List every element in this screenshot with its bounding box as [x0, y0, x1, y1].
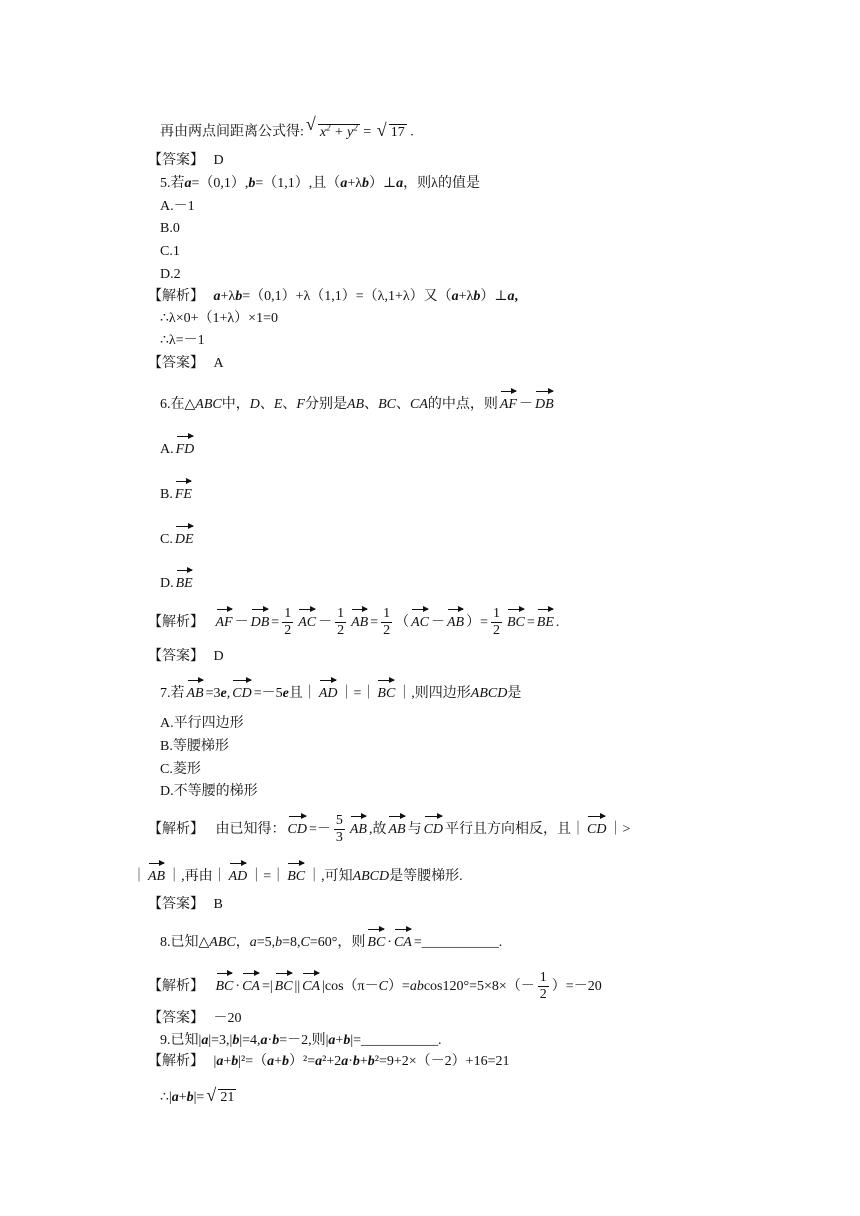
text: ）²= [289, 1054, 316, 1069]
text: =8, [282, 935, 301, 950]
vector-e: e [220, 686, 227, 701]
text: F [296, 397, 305, 412]
text: · [235, 979, 241, 994]
text: | [213, 1054, 217, 1069]
text: BC [378, 397, 396, 412]
text: A. [160, 442, 174, 457]
vector-a: a [315, 1054, 323, 1069]
text: 是 [507, 686, 522, 701]
text: 的中点，则 [427, 397, 498, 412]
explanation-label: 【解析】 [148, 1054, 204, 1069]
answer-label: 【答案】 [148, 356, 204, 371]
vector-a: a [267, 1054, 275, 1069]
option-d: D.2 [160, 267, 181, 282]
text: ∴| [160, 1090, 172, 1105]
text: ²+2 [322, 1054, 342, 1069]
answer-5 [148, 354, 224, 374]
text: 9.已知| [160, 1033, 202, 1048]
vector-a: a [260, 1033, 268, 1048]
explanation-8 [148, 970, 602, 1003]
text: E [273, 397, 283, 412]
vector-a: a [184, 176, 192, 191]
text: · [348, 1054, 353, 1069]
vector-ab: AB [447, 606, 464, 633]
denominator: 2 [383, 623, 391, 639]
text: =___________. [413, 935, 503, 950]
denominator: 2 [539, 987, 547, 1003]
vector-a: a [341, 1054, 349, 1069]
text: =（0,1）, [191, 176, 249, 191]
answer-label: 【答案】 [148, 1011, 204, 1026]
text: ,故 [368, 822, 387, 837]
text: － [518, 397, 533, 412]
vector-b: b [272, 1033, 280, 1048]
text: ， [235, 935, 250, 950]
vector-a: a [201, 1033, 209, 1048]
text: +λ [458, 289, 474, 304]
text: － [234, 615, 249, 630]
text: （ [395, 615, 410, 630]
vector-bc: BC [287, 860, 305, 887]
text: 是等腰梯形. [389, 869, 463, 884]
text: = [370, 615, 379, 630]
vector-b: b [235, 289, 243, 304]
result-9 [160, 1085, 236, 1108]
text: 分别是 [304, 397, 347, 412]
text: ）⊥ [480, 289, 508, 304]
vector-a: a [507, 289, 515, 304]
fraction-five-thirds [334, 813, 345, 846]
vector-bc: BC [275, 970, 293, 997]
vector-db: DB [535, 388, 554, 415]
text: =（1,1）,且（ [255, 176, 341, 191]
text: 、 [259, 397, 274, 412]
text: ｜ [132, 869, 146, 884]
vector-bc: BC [377, 677, 395, 704]
distance-formula-line [160, 114, 414, 143]
vector-ca: CA [242, 970, 260, 997]
answer-label: 【答案】 [148, 153, 204, 168]
vector-ac: AC [411, 606, 429, 633]
text: || [294, 979, 301, 994]
text: = [526, 615, 535, 630]
text: + [223, 1054, 232, 1069]
text: ab [409, 979, 424, 994]
vector-ab: AB [351, 606, 368, 633]
text: |²=（ [238, 1054, 268, 1069]
numerator: 1 [383, 606, 391, 622]
text: C. [160, 532, 173, 547]
vector-a: a [451, 289, 459, 304]
numerator: 1 [337, 606, 345, 622]
vector-ac: AC [298, 606, 316, 633]
text: ）= [466, 615, 488, 630]
text: =（0,1）+λ（1,1）=（λ,1+λ）又（ [242, 289, 452, 304]
option-b [160, 478, 194, 505]
explanation-label: 【解析】 [148, 979, 204, 994]
text: CA [409, 397, 428, 412]
vector-ad: AD [229, 860, 248, 887]
question-8-stem [160, 926, 502, 953]
vector-bc: BC [367, 926, 385, 953]
answer-value: D [213, 649, 224, 664]
vector-a: a [171, 1090, 179, 1105]
option-c: C.1 [160, 244, 180, 259]
text: + [359, 1054, 368, 1069]
text: 6.在△ [160, 397, 196, 412]
question-9-stem [160, 1031, 442, 1051]
explanation-label: 【解析】 [148, 289, 204, 304]
text: 、 [364, 397, 379, 412]
answer-value: －20 [213, 1011, 242, 1026]
explanation-6 [148, 606, 559, 639]
vector-ca: CA [302, 970, 320, 997]
text: 、 [395, 397, 410, 412]
step-1: ∴λ×0+（1+λ）×1=0 [160, 311, 278, 326]
fraction-half [335, 606, 346, 639]
text: ｜,可知 [307, 869, 353, 884]
option-a: A.平行四边形 [160, 716, 244, 731]
vector-a: a [340, 176, 348, 191]
vector-b: b [248, 176, 256, 191]
vector-de: DE [175, 523, 194, 550]
text: =| [261, 979, 273, 994]
text: － [430, 615, 445, 630]
vector-be: BE [537, 606, 554, 633]
explanation-label: 【解析】 [148, 822, 204, 837]
text: ABC [209, 935, 236, 950]
period: . [410, 124, 414, 140]
option-a [160, 433, 196, 460]
denominator: 2 [337, 623, 345, 639]
step-2: ∴λ=－1 [160, 333, 205, 348]
text: 中， [221, 397, 250, 412]
option-c [160, 523, 196, 550]
text: ｜> [608, 822, 631, 837]
vector-a: a [328, 1033, 336, 1048]
text: ）= [387, 979, 410, 994]
vector-a: a [216, 1054, 224, 1069]
explanation-9 [148, 1052, 509, 1072]
text: + [178, 1090, 187, 1105]
option-d: D.不等腰的梯形 [160, 784, 258, 799]
text: ｜,再由｜ [167, 869, 227, 884]
text: － [318, 615, 333, 630]
text: , [226, 686, 231, 701]
text: |=___________. [350, 1033, 442, 1048]
text: |cos（π－ [322, 979, 379, 994]
text: ｜,则四边形 [397, 686, 471, 701]
numerator: 1 [284, 606, 292, 622]
explanation-7 [148, 813, 630, 846]
vector-cd: CD [288, 813, 307, 840]
vector-bc: BC [216, 970, 234, 997]
answer-7 [148, 895, 223, 915]
text: ABC [195, 397, 222, 412]
vector-b: b [232, 1033, 240, 1048]
option-a: A.－1 [160, 199, 195, 214]
vector-db: DB [251, 606, 270, 633]
answer-6 [148, 647, 224, 667]
vector-b: b [362, 176, 369, 191]
vector-b: b [473, 289, 481, 304]
text: AB [346, 397, 365, 412]
vector-ab: AB [148, 860, 165, 887]
vector-b: b [282, 1054, 290, 1069]
text: |= [193, 1090, 205, 1105]
text: =5, [256, 935, 276, 950]
text: +λ [347, 176, 362, 191]
vector-cd: CD [587, 813, 606, 840]
answer-4 [148, 151, 224, 171]
text: =60°，则 [309, 935, 366, 950]
numerator: 1 [493, 606, 500, 622]
text: · [267, 1033, 273, 1048]
text: D [249, 397, 260, 412]
vector-cd: CD [232, 677, 251, 704]
text: ABCD [470, 686, 508, 701]
sqrt-expression: √ $x^2 + y^2$ [305, 114, 358, 140]
vector-b: b [343, 1033, 351, 1048]
answer-label: 【答案】 [148, 897, 204, 912]
text: ）⊥ [369, 176, 397, 191]
sqrt-result: √ 17 [376, 119, 405, 140]
text: 与 [407, 822, 422, 837]
question-5-stem [160, 174, 480, 194]
vector-ab: AB [187, 677, 204, 704]
question-7-stem [160, 677, 521, 704]
text: 8.已知△ [160, 935, 210, 950]
vector-b: b [367, 1054, 375, 1069]
answer-8 [148, 1009, 242, 1029]
text: D. [160, 576, 174, 591]
explanation-label: 【解析】 [148, 615, 204, 630]
text: 7.若 [160, 686, 185, 701]
text: + [335, 1033, 344, 1048]
text: b [275, 935, 283, 950]
text: +λ [220, 289, 236, 304]
text: |=3,| [208, 1033, 233, 1048]
denominator: 2 [493, 623, 500, 639]
vector-ab: AB [388, 813, 405, 840]
text: ｜=｜ [249, 869, 286, 884]
option-d [160, 567, 195, 594]
vector-b: b [352, 1054, 360, 1069]
fraction-half [491, 606, 502, 639]
text: , [514, 289, 518, 304]
vector-af: AF [216, 606, 233, 633]
text: 再由两点间距离公式得: [160, 124, 304, 140]
text: 且｜ [288, 686, 317, 701]
answer-value: B [213, 897, 223, 912]
vector-fd: FD [176, 433, 195, 460]
text: ｜=｜ [339, 686, 376, 701]
vector-bc: BC [507, 606, 525, 633]
sqrt-result: √ 21 [206, 1085, 235, 1105]
vector-a: a [213, 289, 221, 304]
explanation-7-cont [132, 860, 463, 887]
text: . [555, 615, 560, 630]
text: |=4, [239, 1033, 261, 1048]
vector-ca: CA [394, 926, 412, 953]
vector-fe: FE [175, 478, 192, 505]
text: C [378, 979, 388, 994]
explanation-5 [148, 287, 518, 307]
vector-a: a [396, 176, 404, 191]
numerator: 5 [335, 813, 343, 829]
option-b: B.0 [160, 221, 180, 236]
text: =－2,则| [279, 1033, 329, 1048]
text: ）=－20 [551, 979, 602, 994]
question-6-stem [160, 388, 556, 415]
text: = [271, 615, 280, 630]
text: 5.若 [160, 176, 185, 191]
vector-b: b [186, 1090, 194, 1105]
text: ²=9+2×（－2）+16=21 [374, 1054, 510, 1069]
fraction-half [381, 606, 392, 639]
denominator: 2 [284, 623, 292, 639]
vector-be: BE [176, 567, 193, 594]
denominator: 3 [335, 830, 343, 846]
answer-label: 【答案】 [148, 649, 204, 664]
option-b: B.等腰梯形 [160, 739, 229, 754]
text: 、 [282, 397, 297, 412]
text: =3 [205, 686, 221, 701]
option-c: C.菱形 [160, 762, 201, 777]
text: ABCD [352, 869, 390, 884]
vector-e: e [282, 686, 289, 701]
vector-cd: CD [424, 813, 443, 840]
text: ，则λ的值是 [403, 176, 480, 191]
text: cos120°=5×8×（－ [423, 979, 535, 994]
text: C [300, 935, 310, 950]
text: =－5 [253, 686, 283, 701]
vector-b: b [231, 1054, 239, 1069]
numerator: 1 [539, 970, 547, 986]
answer-value: A [213, 356, 224, 371]
equals: = [363, 124, 372, 140]
fraction-half [282, 606, 293, 639]
text: · [387, 935, 392, 950]
text: =－ [308, 822, 331, 837]
text: a [249, 935, 257, 950]
vector-ab: AB [350, 813, 367, 840]
fraction-half [538, 970, 549, 1003]
text: 平行且方向相反，且｜ [445, 822, 586, 837]
text: B. [160, 487, 173, 502]
answer-value: D [213, 153, 224, 168]
text: 由已知得： [215, 822, 286, 837]
vector-af: AF [500, 388, 517, 415]
vector-ad: AD [319, 677, 338, 704]
text: + [274, 1054, 283, 1069]
